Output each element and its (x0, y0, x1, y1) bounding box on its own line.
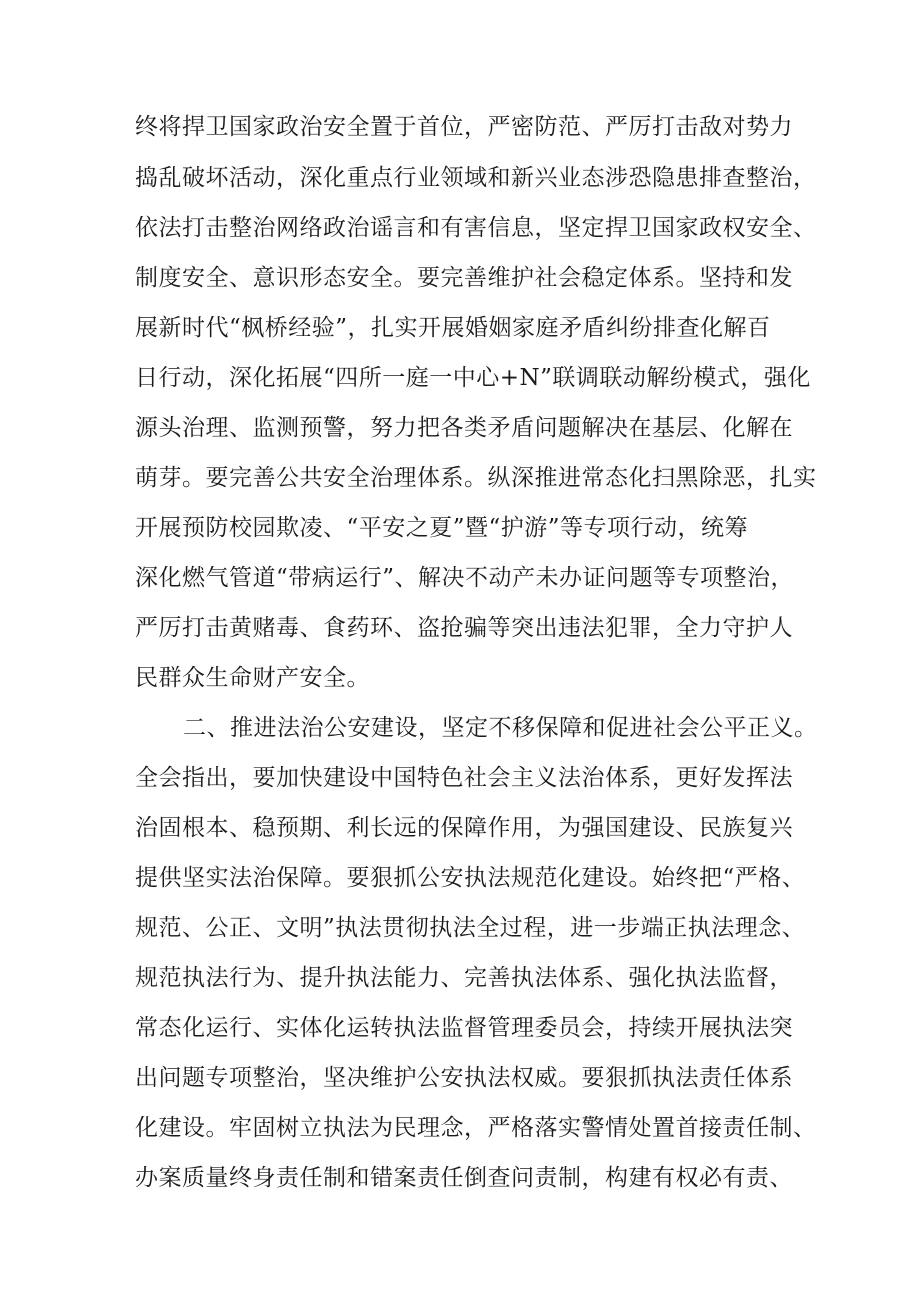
body-text-line: 办案质量终身责任制和错案责任倒查问责制，构建有权必有责、 (135, 1165, 793, 1191)
body-text-line: 日行动，深化拓展“四所一庭一中心+N”联调联动解纷模式，强化 (135, 365, 811, 391)
body-text-line: 全会指出，要加快建设中国特色社会主义法治体系，更好发挥法 (135, 765, 793, 791)
body-text-line: 依法打击整治网络政治谣言和有害信息，坚定捍卫国家政权安全、 (135, 215, 817, 241)
body-text-line: 源头治理、监测预警，努力把各类矛盾问题解决在基层、化解在 (135, 415, 793, 441)
body-text-line: 规范执法行为、提升执法能力、完善执法体系、强化执法监督， (135, 965, 793, 991)
body-text-line: 开展预防校园欺凌、“平安之夏”暨“护游”等专项行动，统筹 (135, 515, 749, 541)
body-text-line: 出问题专项整治，坚决维护公安执法权威。要狠抓执法责任体系 (135, 1065, 793, 1091)
body-text-line: 严厉打击黄赌毒、食药环、盗抢骗等突出违法犯罪，全力守护人 (135, 615, 793, 641)
body-text-line: 深化燃气管道“带病运行”、解决不动产未办证问题等专项整治， (135, 565, 795, 591)
body-text-line: 提供坚实法治保障。要狠抓公安执法规范化建设。始终把“严格、 (135, 865, 806, 891)
body-text-line: 民群众生命财产安全。 (135, 665, 370, 691)
body-text-line: 展新时代“枫桥经验”，扎实开展婚姻家庭矛盾纠纷排查化解百 (135, 315, 771, 341)
body-text-line: 治固根本、稳预期、利长远的保障作用，为强国建设、民族复兴 (135, 815, 793, 841)
body-text-line: 化建设。牢固树立执法为民理念，严格落实警情处置首接责任制、 (135, 1115, 817, 1141)
body-text-line: 规范、公正、文明”执法贯彻执法全过程，进一步端正执法理念、 (135, 915, 806, 941)
body-text-line: 常态化运行、实体化运转执法监督管理委员会，持续开展执法突 (135, 1015, 793, 1041)
body-text-line: 制度安全、意识形态安全。要完善维护社会稳定体系。坚持和发 (135, 265, 793, 291)
section-heading-line: 二、推进法治公安建设，坚定不移保障和促进社会公平正义。 (183, 715, 818, 741)
body-text-line: 终将捍卫国家政治安全置于首位，严密防范、严厉打击敌对势力 (135, 114, 793, 140)
body-text-line: 捣乱破坏活动，深化重点行业领域和新兴业态涉恐隐患排查整治， (135, 165, 817, 191)
body-text-line: 萌芽。要完善公共安全治理体系。纵深推进常态化扫黑除恶，扎实 (135, 465, 817, 491)
